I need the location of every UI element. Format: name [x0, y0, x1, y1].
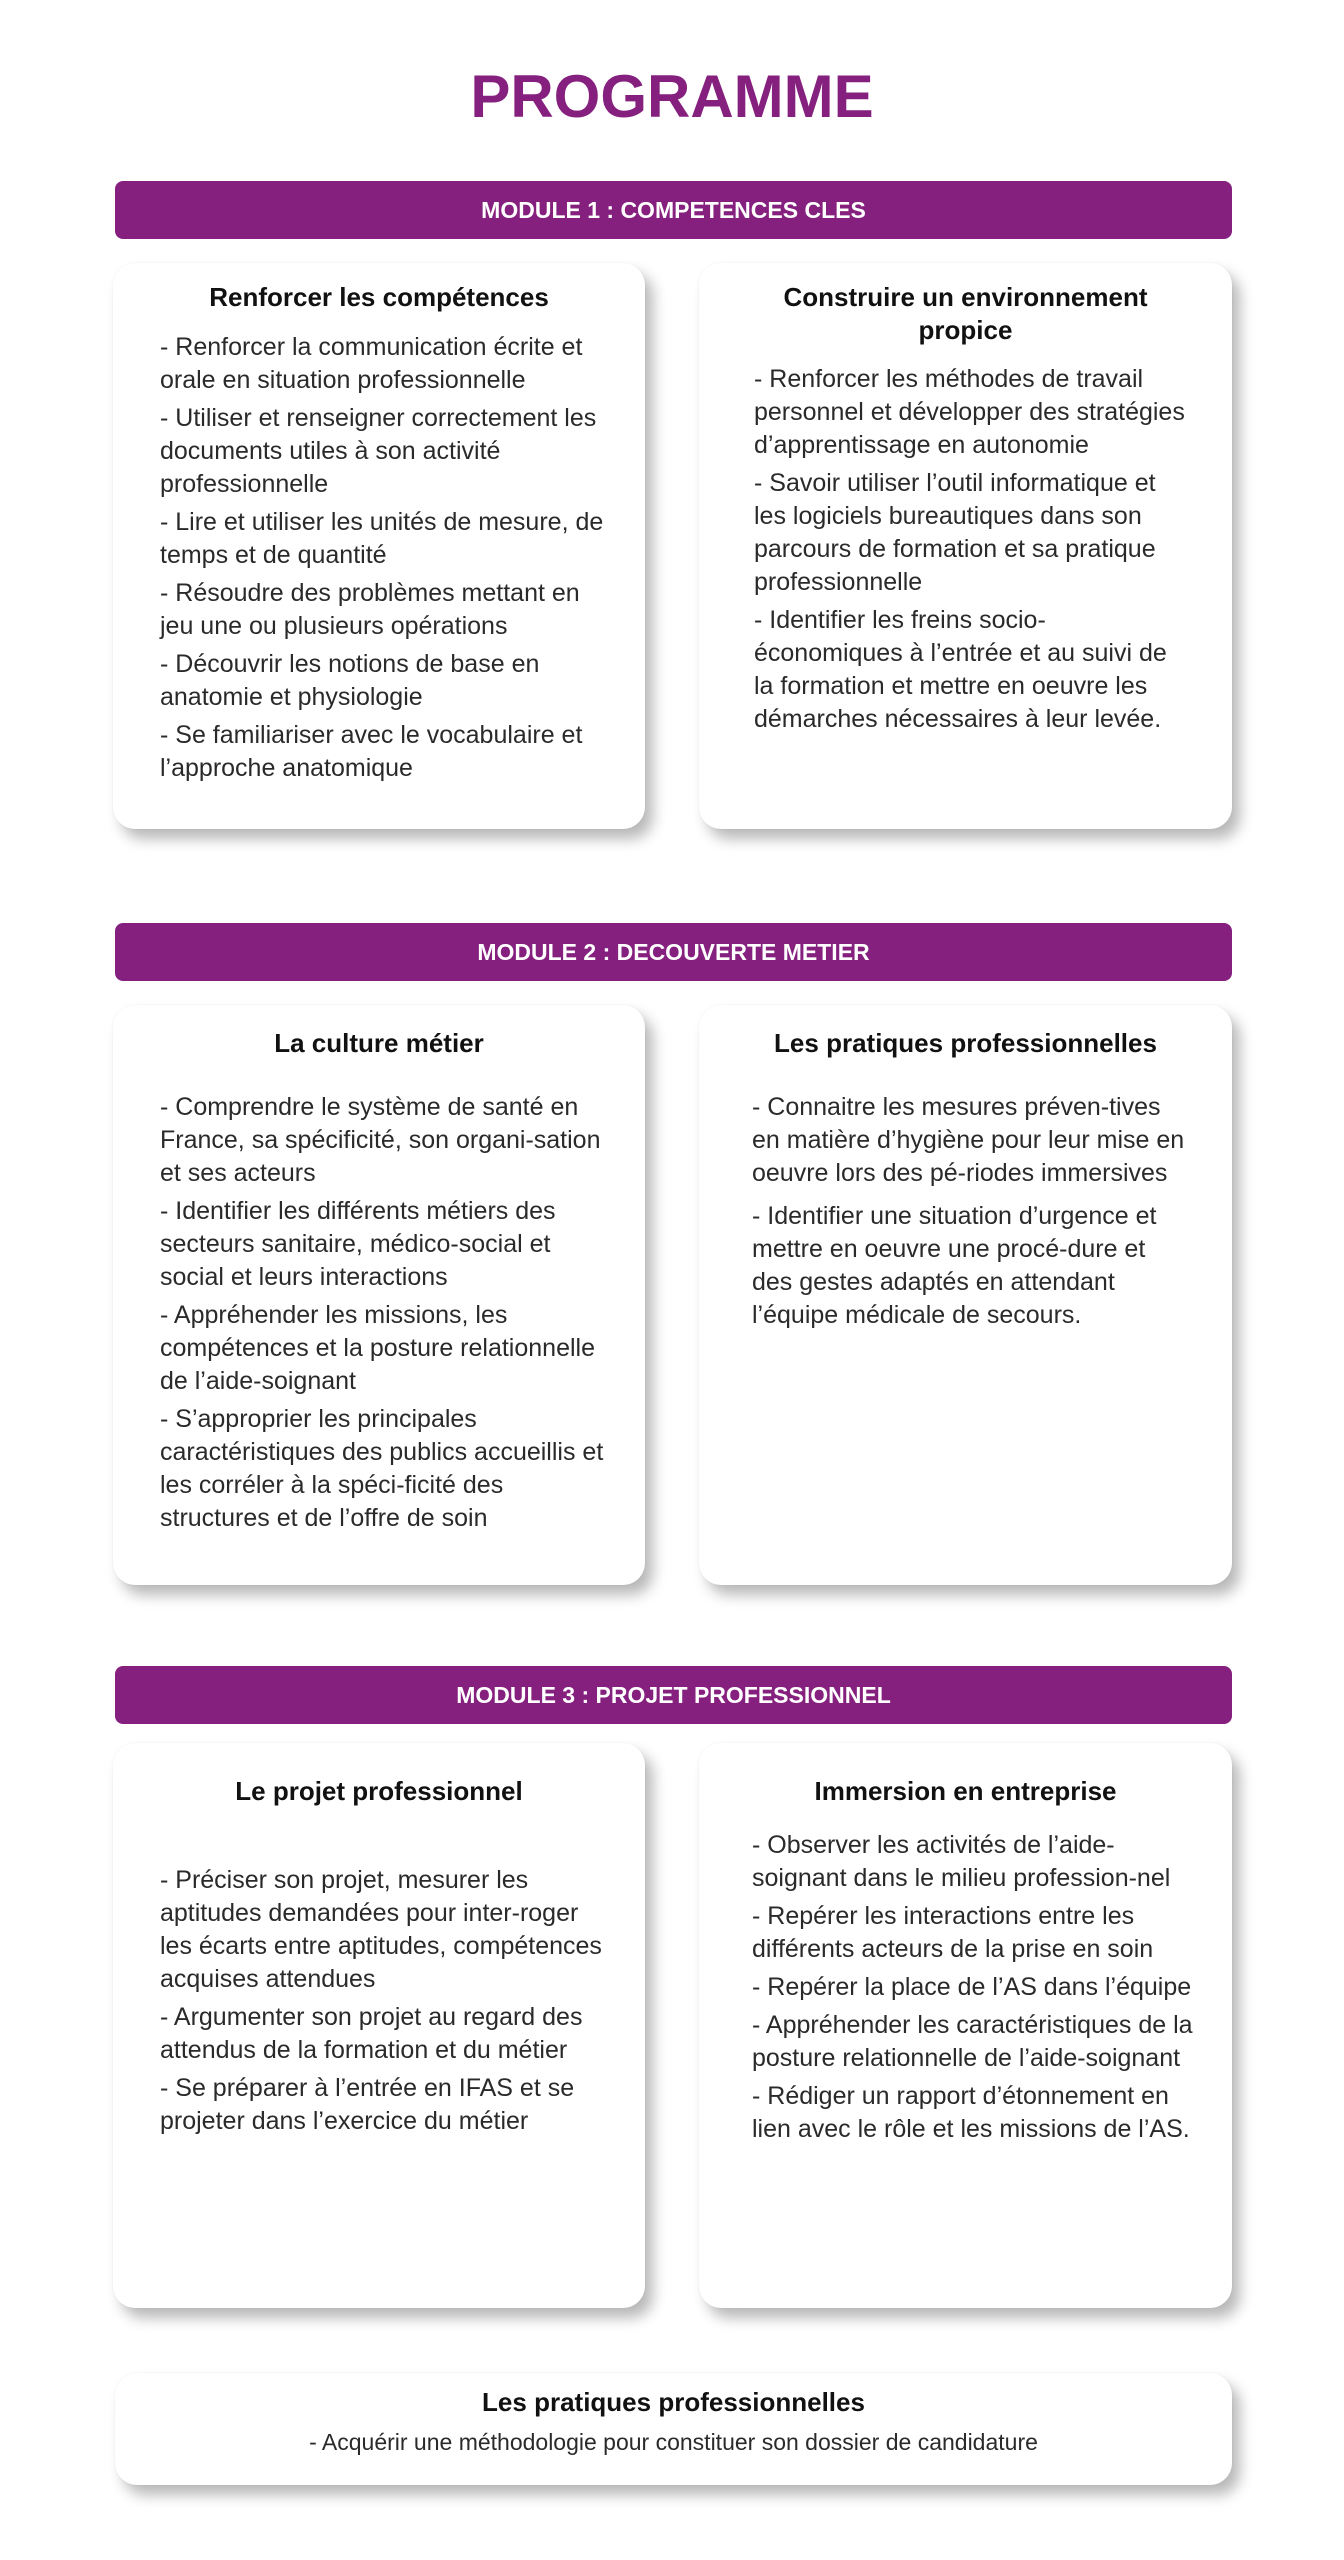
list-item: - S’approprier les principales caractéristiques des publics accueillis et les corréler à la spéci-ficité des structures et de l’offre de soin [160, 1405, 604, 1532]
list-item: - Utiliser et renseigner correctement les documents utiles à son activité professionnelle [160, 404, 597, 498]
list-item: - Lire et utiliser les unités de mesure, de temps et de quantité [160, 508, 604, 569]
list-item: - Observer les activités de l’aide-soignant dans le milieu profession-nel [752, 1831, 1171, 1892]
final-text: - Acquérir une méthodologie pour constituer son dossier de candidature [309, 2429, 1038, 2455]
module-3-right-title: Immersion en entreprise [814, 1776, 1117, 1806]
list-item: - Renforcer les méthodes de travail personnel et développer des stratégies d’apprentissage en autonomie [754, 365, 1185, 459]
module-3-right-list [752, 1829, 1197, 2151]
module-1-left-card [113, 263, 645, 829]
module-1-left-title: Renforcer les compétences [209, 282, 549, 312]
module-3-header: MODULE 3 : PROJET PROFESSIONNEL [115, 1666, 1232, 1724]
list-item: - Comprendre le système de santé en France, sa spécificité, son organi-sation et ses acteurs [160, 1093, 601, 1187]
final-title: Les pratiques professionnelles [482, 2387, 865, 2417]
module-1-right-card [699, 263, 1232, 829]
list-item: - Résoudre des problèmes mettant en jeu une ou plusieurs opérations [160, 579, 580, 640]
list-item: - Identifier une situation d’urgence et mettre en oeuvre une procé-dure et des gestes adaptés en attendant l’équipe médicale de secours. [752, 1202, 1157, 1329]
module-3-right-card [699, 1743, 1232, 2308]
module-2-right-list [752, 1091, 1187, 1337]
module-3-left-card [113, 1743, 645, 2308]
module-2-left-card [113, 1005, 645, 1585]
module-1-left-list [160, 331, 615, 790]
list-item: - Rédiger un rapport d’étonnement en lien avec le rôle et les missions de l’AS. [752, 2082, 1190, 2143]
list-item: - Appréhender les caractéristiques de la posture relationnelle de l’aide-soignant [752, 2011, 1193, 2072]
list-item: - Repérer la place de l’AS dans l’équipe [752, 1973, 1192, 2001]
module-2-left-list [160, 1091, 615, 1540]
list-item: - Renforcer la communication écrite et orale en situation professionnelle [160, 333, 583, 394]
module-2-header: MODULE 2 : DECOUVERTE METIER [115, 923, 1232, 981]
module-3-left-title: Le projet professionnel [235, 1776, 523, 1806]
list-item: - Préciser son projet, mesurer les aptitudes demandées pour inter-roger les écarts entre aptitudes, compétences acquises attendues [160, 1866, 602, 1993]
module-2-right-card [699, 1005, 1232, 1585]
list-item: - Connaitre les mesures préven-tives en matière d’hygiène pour leur mise en oeuvre lors des pé-riodes immersives [752, 1093, 1185, 1187]
module-3-left-list [160, 1864, 615, 2143]
list-item: - Repérer les interactions entre les différents acteurs de la prise en soin [752, 1902, 1154, 1963]
module-1-right-list [754, 363, 1187, 741]
module-2-right-title: Les pratiques professionnelles [774, 1028, 1157, 1058]
module-1-right-title: Construire un environnement propice [783, 282, 1148, 345]
list-item: - Découvrir les notions de base en anatomie et physiologie [160, 650, 540, 711]
list-item: - Se préparer à l’entrée en IFAS et se projeter dans l’exercice du métier [160, 2074, 575, 2135]
list-item: - Se familiariser avec le vocabulaire et l’approche anatomique [160, 721, 583, 782]
list-item: - Savoir utiliser l’outil informatique et les logiciels bureautiques dans son parcours de formation et sa pratique professionnelle [754, 469, 1156, 596]
list-item: - Argumenter son projet au regard des attendus de la formation et du métier [160, 2003, 583, 2064]
module-2-left-title: La culture métier [274, 1028, 484, 1058]
final-card [115, 2373, 1232, 2485]
list-item: - Appréhender les missions, les compétences et la posture relationnelle de l’aide-soignant [160, 1301, 595, 1395]
module-1-header: MODULE 1 : COMPETENCES CLES [115, 181, 1232, 239]
list-item: - Identifier les freins socio-économiques à l’entrée et au suivi de la formation et mettre en oeuvre les démarches nécessaires à leur levée. [754, 606, 1167, 733]
page-title: PROGRAMME [470, 63, 874, 130]
list-item: - Identifier les différents métiers des secteurs sanitaire, médico-social et social et leurs interactions [160, 1197, 556, 1291]
